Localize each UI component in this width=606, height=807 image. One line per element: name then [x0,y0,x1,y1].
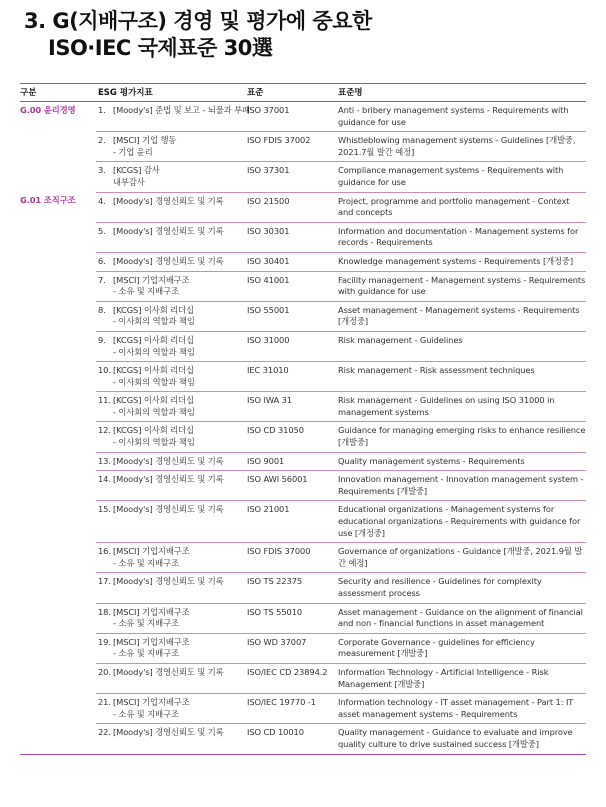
table-row [20,663,586,693]
table-row [20,271,586,301]
cell-standard: ISO/IEC 19770 -1 [247,694,338,724]
cell-number: 14. [96,471,113,501]
table-row [20,301,586,331]
esg-indicator-line: [MSCI] 기업지배구조 [113,274,190,285]
cell-esg-indicator [113,222,247,252]
esg-indicator-line: [MSCI] 기업 행동 [113,135,177,146]
cell-standard: ISO 37001 [247,102,338,132]
cell-esg-indicator [113,663,247,693]
cell-number: 19. [96,633,113,663]
cell-number: 6. [96,252,113,271]
cell-group [20,501,96,543]
cell-standard: ISO TS 55010 [247,603,338,633]
cell-standard-name: Asset management - Guidance on the alignment of financial and non - financial functions in asset management [338,603,586,633]
esg-indicator-line: - 소유 및 지배구조 [113,708,179,719]
esg-indicator-line: - 이사회의 역할과 책임 [113,376,195,387]
cell-standard-name: Asset management - Management systems - Requirements [개정중] [338,301,586,331]
cell-esg-indicator [113,543,247,573]
cell-standard: ISO 21001 [247,501,338,543]
esg-indicator-line: [MSCI] 기업지배구조 [113,636,190,647]
cell-esg-indicator [113,422,247,452]
esg-indicator-line: [KCGS] 이사회 리더십 [113,304,194,315]
cell-esg-indicator [113,452,247,471]
cell-group [20,331,96,361]
cell-esg-indicator [113,362,247,392]
esg-indicator-line: [KCGS] 감사 [113,165,160,176]
table-row [20,422,586,452]
page-title [24,8,372,62]
esg-indicator-line: [Moody's] 준법 및 보고 - 뇌물과 부패 [113,105,250,115]
cell-group [20,471,96,501]
table-row [20,573,586,603]
cell-group [20,603,96,633]
cell-standard: ISO IWA 31 [247,392,338,422]
cell-esg-indicator [113,192,247,222]
cell-number: 11. [96,392,113,422]
cell-number: 2. [96,132,113,162]
cell-esg-indicator [113,694,247,724]
cell-number: 15. [96,501,113,543]
esg-indicator-line: [MSCI] 기업지배구조 [113,697,190,708]
cell-standard: IEC 31010 [247,362,338,392]
cell-standard: ISO 31000 [247,331,338,361]
cell-number: 9. [96,331,113,361]
header-name: 표준명 [338,84,586,102]
cell-standard: ISO 21500 [247,192,338,222]
cell-esg-indicator [113,471,247,501]
header-esg: ESG 평가지표 [96,84,247,102]
cell-group [20,271,96,301]
cell-group [20,543,96,573]
cell-group [20,222,96,252]
cell-esg-indicator [113,271,247,301]
cell-standard-name: Quality management - Guidance to evaluate and improve quality culture to drive sustained success [개발중] [338,724,586,754]
cell-standard-name: Corporate Governance - guidelines for efficiency measurement [개발중] [338,633,586,663]
esg-indicator-line: - 소유 및 지배구조 [113,618,179,629]
table-row [20,724,586,754]
cell-number: 4. [96,192,113,222]
cell-esg-indicator [113,331,247,361]
cell-standard: ISO TS 22375 [247,573,338,603]
cell-number: 12. [96,422,113,452]
cell-standard: ISO 41001 [247,271,338,301]
cell-standard: ISO CD 10010 [247,724,338,754]
cell-esg-indicator [113,392,247,422]
esg-indicator-line: - 이사회의 역할과 책임 [113,406,195,417]
cell-number: 7. [96,271,113,301]
cell-standard-name: Information and documentation - Management systems for records - Requirements [338,222,586,252]
cell-group [20,362,96,392]
cell-number: 16. [96,543,113,573]
cell-standard: ISO AWI 56001 [247,471,338,501]
table-row [20,694,586,724]
cell-standard-name: Information technology - IT asset management - Part 1: IT asset management systems - Requirements [338,694,586,724]
table-row [20,362,586,392]
cell-standard-name: Educational organizations - Management systems for educational organizations - Requirements with guidance for use [개정중] [338,501,586,543]
table-row [20,603,586,633]
table-row [20,331,586,361]
title-line-2: ISO·IEC 국제표준 30選 [48,36,273,60]
esg-indicator-line: [MSCI] 기업지배구조 [113,606,190,617]
table-row [20,222,586,252]
table-row [20,452,586,471]
cell-standard-name: Compliance management systems - Requirements with guidance for use [338,162,586,192]
table-body [20,102,586,755]
esg-indicator-line: [KCGS] 이사회 리더십 [113,365,194,376]
cell-number: 22. [96,724,113,754]
cell-esg-indicator [113,102,250,132]
esg-indicator-line: - 이사회의 역할과 책임 [113,437,195,448]
cell-standard-name: Governance of organizations - Guidance [개발중, 2021.9월 발간 예정] [338,543,586,573]
cell-standard-name: Knowledge management systems - Requirements [개정중] [338,252,586,271]
cell-standard: ISO 37301 [247,162,338,192]
cell-standard: ISO WD 37007 [247,633,338,663]
cell-esg-indicator [113,501,247,543]
cell-number: 13. [96,452,113,471]
table-row [20,501,586,543]
cell-esg-indicator [113,633,247,663]
esg-indicator-line: 내부감사 [113,176,145,187]
cell-standard-name: Innovation management - Innovation management system - Requirements [개발중] [338,471,586,501]
esg-indicator-line: [Moody's] 경영신뢰도 및 기록 [113,474,224,485]
cell-number: 5. [96,222,113,252]
esg-indicator-line: [KCGS] 이사회 리더십 [113,395,194,406]
cell-number: 20. [96,663,113,693]
cell-group: G.00 윤리경영 [20,105,76,115]
cell-number: 18. [96,603,113,633]
cell-group [20,663,96,693]
cell-number: 3. [96,162,113,192]
table-row [20,543,586,573]
table-row [20,162,586,192]
esg-indicator-line: [Moody's] 경영신뢰도 및 기록 [113,225,224,236]
cell-esg-indicator [113,573,247,603]
cell-group [20,452,96,471]
esg-indicator-line: [KCGS] 이사회 리더십 [113,425,194,436]
cell-esg-indicator [113,252,247,271]
cell-standard: ISO 30301 [247,222,338,252]
cell-standard-name: Risk management - Risk assessment techniques [338,362,586,392]
esg-indicator-line: [KCGS] 이사회 리더십 [113,334,194,345]
esg-indicator-line: - 이사회의 역할과 책임 [113,316,195,327]
esg-indicator-line: [Moody's] 경영신뢰도 및 기록 [113,666,224,677]
table-row [20,392,586,422]
cell-group: G.01 조직구조 [20,195,76,206]
cell-group [20,392,96,422]
cell-standard: ISO 30401 [247,252,338,271]
esg-indicator-line: [MSCI] 기업지배구조 [113,546,190,557]
table-row [20,132,586,162]
esg-indicator-line: - 기업 윤리 [113,146,153,157]
esg-indicator-line: - 소유 및 지배구조 [113,286,179,297]
cell-standard: ISO 55001 [247,301,338,331]
cell-esg-indicator [113,162,247,192]
cell-group [20,252,96,271]
cell-standard-name: Information Technology - Artificial Intelligence - Risk Management [개발중] [338,663,586,693]
table-row [20,102,586,132]
esg-indicator-line: [Moody's] 경영신뢰도 및 기록 [113,455,224,466]
cell-group [20,162,96,192]
title-line-1: 3. G(지배구조) 경영 및 평가에 중요한 [24,9,372,33]
cell-standard: ISO CD 31050 [247,422,338,452]
cell-standard-name: Whistleblowing management systems - Guidelines [개발중, 2021.7월 발간 예정] [338,132,586,162]
cell-esg-indicator [113,724,247,754]
esg-indicator-line: - 소유 및 지배구조 [113,648,179,659]
table-row [20,633,586,663]
table-header-row [20,84,586,102]
cell-number: 1. [96,102,113,132]
cell-number: 21. [96,694,113,724]
cell-standard-name: Security and resilience - Guidelines for complexity assessment process [338,573,586,603]
cell-standard-name: Quality management systems - Requirements [338,452,586,471]
cell-number: 8. [96,301,113,331]
cell-group [20,301,96,331]
cell-standard: ISO FDIS 37000 [247,543,338,573]
cell-group [20,694,96,724]
cell-standard: ISO/IEC CD 23894.2 [247,663,338,693]
cell-standard-name: Anti - bribery management systems - Requirements with guidance for use [338,102,586,132]
cell-group [20,132,96,162]
table-row [20,192,586,222]
esg-indicator-line: [Moody's] 경영신뢰도 및 기록 [113,504,224,515]
table-row [20,252,586,271]
cell-number: 17. [96,573,113,603]
header-standard: 표준 [247,84,338,102]
esg-indicator-line: [Moody's] 경영신뢰도 및 기록 [113,727,224,738]
cell-esg-indicator [113,301,247,331]
cell-group [20,633,96,663]
cell-standard-name: Facility management - Management systems - Requirements with guidance for use [338,271,586,301]
esg-indicator-line: [Moody's] 경영신뢰도 및 기록 [113,255,224,266]
esg-indicator-line: - 이사회의 역할과 책임 [113,346,195,357]
esg-indicator-line: [Moody's] 경영신뢰도 및 기록 [113,195,224,206]
cell-group [20,573,96,603]
cell-number: 10. [96,362,113,392]
cell-standard: ISO 9001 [247,452,338,471]
cell-standard-name: Risk management - Guidelines on using ISO 31000 in management systems [338,392,586,422]
cell-group [20,422,96,452]
esg-indicator-line: - 소유 및 지배구조 [113,557,179,568]
header-group: 구분 [20,84,96,102]
cell-standard: ISO FDIS 37002 [247,132,338,162]
iso-standards-table [20,83,586,755]
cell-standard-name: Project, programme and portfolio management - Context and concepts [338,192,586,222]
cell-esg-indicator [113,603,247,633]
cell-esg-indicator [113,132,247,162]
cell-group [20,724,96,754]
cell-standard-name: Guidance for managing emerging risks to enhance resilience [개발중] [338,422,586,452]
esg-indicator-line: [Moody's] 경영신뢰도 및 기록 [113,576,224,587]
cell-standard-name: Risk management - Guidelines [338,331,586,361]
table-row [20,471,586,501]
